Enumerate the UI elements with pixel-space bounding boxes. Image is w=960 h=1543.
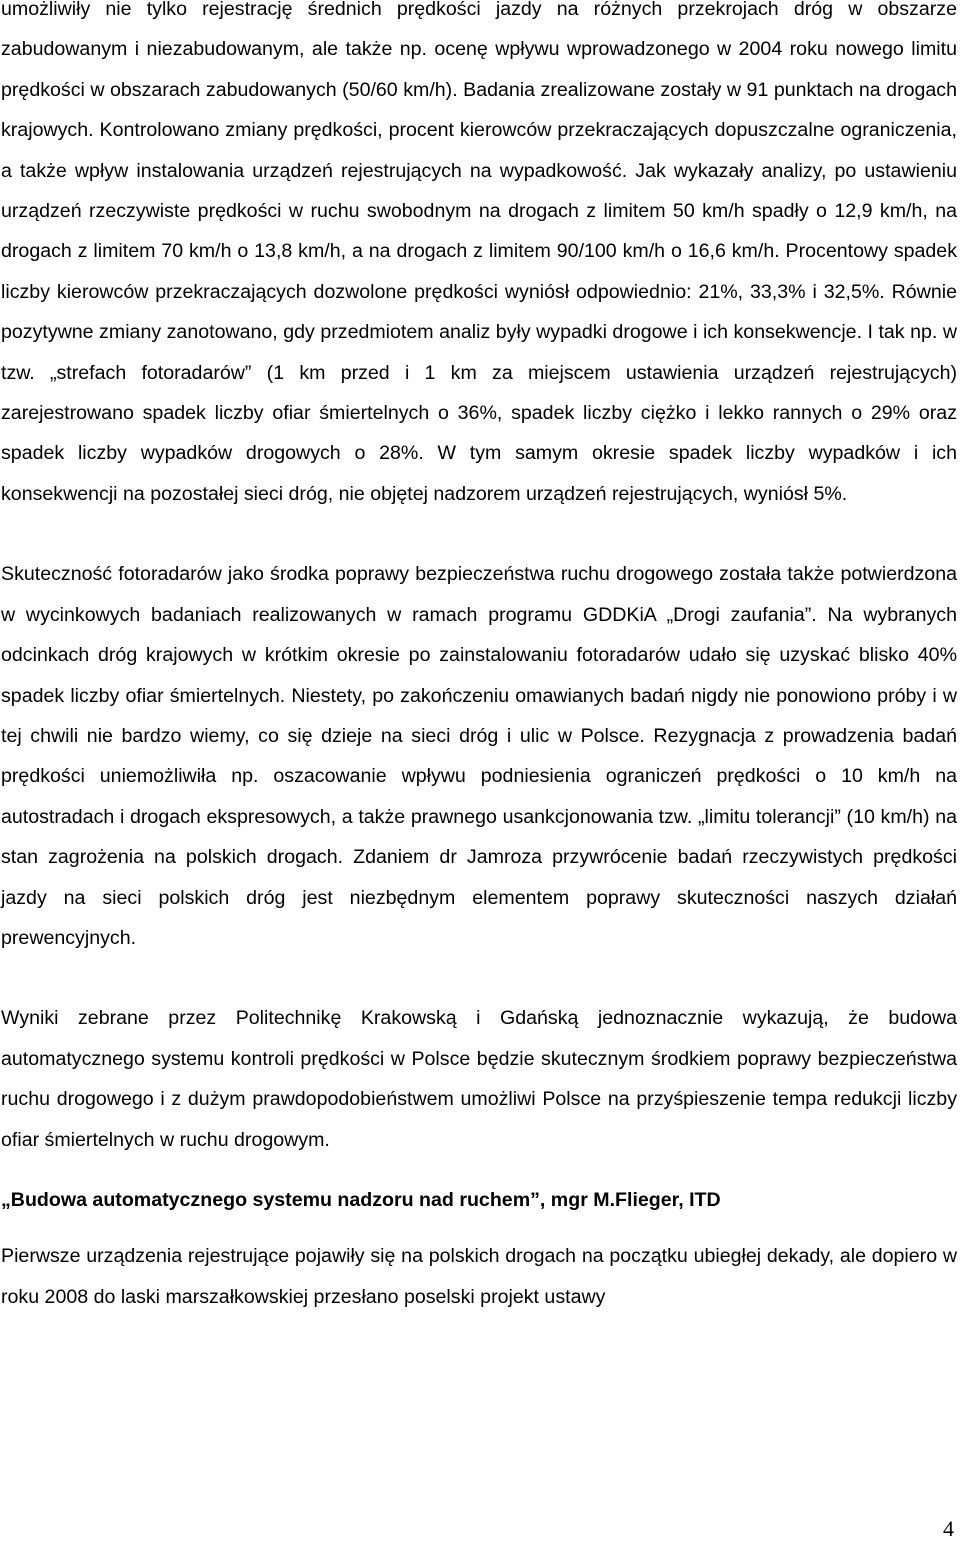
paragraph-speed-camera-effectiveness: Skuteczność fotoradarów jako środka poprawy bezpieczeństwa ruchu drogowego została także potwierdzona w wycinkowych badaniach realizowanych w ramach programu GDDKiA „Drogi zaufania”. Na wybranych odcinkach dróg krajowych w krótkim okresie po zainstalowaniu fotoradarów udało się uzyskać blisko 40% spadek liczby ofiar śmiertelnych. Niestety, po zakończeniu omawianych badań nigdy nie ponowiono próby i w tej chwili nie bardzo wiemy, co się dzieje na sieci dróg i ulic w Polsce. Rezygnacja z prowadzenia badań prędkości uniemożliwiła np. oszacowanie wpływu podniesienia ograniczeń prędkości o 10 km/h na autostradach i drogach ekspresowych, a także prawnego usankcjonowania tzw. „limitu tolerancji” (10 km/h) na stan zagrożenia na polskich drogach. Zdaniem dr Jamroza przywrócenie badań rzeczywistych prędkości jazdy na sieci polskich dróg jest niezbędnym elementem poprawy skuteczności naszych działań prewencyjnych. <box>1 563 957 949</box>
paragraph-speed-research: umożliwiły nie tylko rejestrację średnich prędkości jazdy na różnych przekrojach dróg w obszarze zabudowanym i niezabudowanym, ale także np. ocenę wpływu wprowadzonego w 2004 roku nowego limitu prędkości w obszarach zabudowanych (50/60 km/h). Badania zrealizowane zostały w 91 punktach na drogach krajowych. Kontrolowano zmiany prędkości, procent kierowców przekraczających dopuszczalne ograniczenia, a także wpływ instalowania urządzeń rejestrujących na wypadkowość. Jak wykazały analizy, po ustawieniu urządzeń rzeczywiste prędkości w ruchu swobodnym na drogach z limitem 50 km/h spadły o 12,9 km/h, na drogach z limitem 70 km/h o 13,8 km/h, a na drogach z limitem 90/100 km/h o 16,6 km/h. Procentowy spadek liczby kierowców przekraczających dozwolone prędkości wyniósł odpowiednio: 21%, 33,3% i 32,5%. Równie pozytywne zmiany zanotowano, gdy przedmiotem analiz były wypadki drogowe i ich konsekwencje. I tak np. w tzw. „strefach fotoradarów” (1 km przed i 1 km za miejscem ustawienia urządzeń rejestrujących) zarejestrowano spadek liczby ofiar śmiertelnych o 36%, spadek liczby ciężko i lekko rannych o 29% oraz spadek liczby wypadków drogowych o 28%. W tym samym okresie spadek liczby wypadków i ich konsekwencji na pozostałej sieci dróg, nie objętej nadzorem urządzeń rejestrujących, wyniósł 5%. <box>1 0 957 505</box>
paragraph-research-results: Wyniki zebrane przez Politechnikę Krakowską i Gdańską jednoznacznie wykazują, że budowa automatycznego systemu kontroli prędkości w Polsce będzie skutecznym środkiem poprawy bezpieczeństwa ruchu drogowego i z dużym prawdopodobieństwem umożliwi Polsce na przyśpieszenie tempa redukcji liczby ofiar śmiertelnych w ruchu drogowym. <box>1 1007 957 1151</box>
paragraph-first-devices: Pierwsze urządzenia rejestrujące pojawiły się na polskich drogach na początku ubiegłej dekady, ale dopiero w roku 2008 do laski marszałkowskiej przesłano poselski projekt ustawy <box>1 1245 957 1308</box>
section-heading: „Budowa automatycznego systemu nadzoru nad ruchem”, mgr M.Flieger, ITD <box>1 1188 721 1211</box>
document-body <box>1 0 957 1317</box>
page-number: 4 <box>943 1516 954 1541</box>
